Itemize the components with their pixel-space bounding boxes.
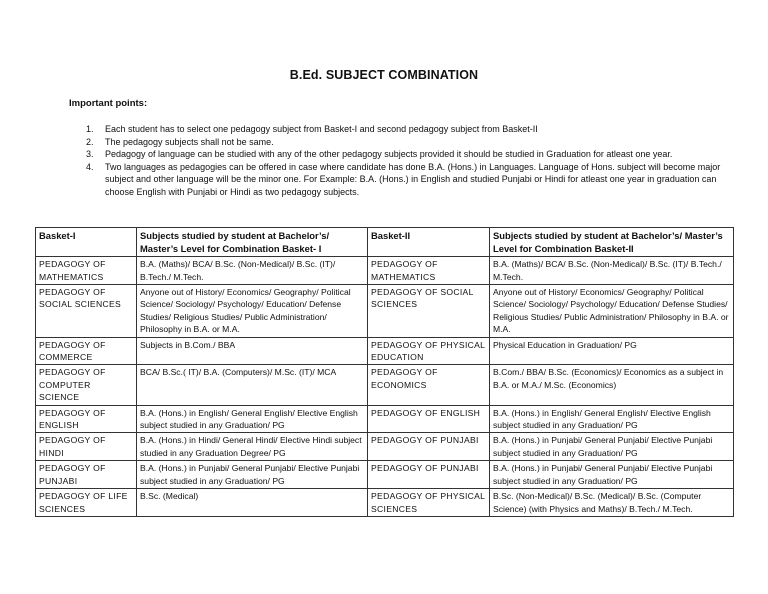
table-row <box>36 285 734 338</box>
basket-2-subjects: B.A. (Hons.) in Punjabi/ General Punjabi/ Elective Punjabi subject studied in any Graduation/ PG <box>490 433 734 461</box>
point-number: 3. <box>86 149 94 159</box>
basket-2-pedagogy: PEDAGOGY OF PHYSICAL EDUCATION <box>368 337 490 365</box>
basket-1-pedagogy: PEDAGOGY OF PUNJABI <box>36 461 137 489</box>
table-row <box>36 433 734 461</box>
basket-2-subjects: B.Sc. (Non-Medical)/ B.Sc. (Medical)/ B.Sc. (Computer Science) (with Physics and Maths)/ B.Tech./ M.Tech. <box>490 489 734 517</box>
column-header-basket-2: Basket-II <box>368 228 490 257</box>
basket-2-pedagogy: PEDAGOGY OF SOCIAL SCIENCES <box>368 285 490 338</box>
column-header-subjects-basket-2: Subjects studied by student at Bachelor’s/ Master’s Level for Combination Basket-II <box>490 228 734 257</box>
subject-combination-table <box>35 227 734 517</box>
basket-1-pedagogy: PEDAGOGY OF LIFE SCIENCES <box>36 489 137 517</box>
basket-1-pedagogy: PEDAGOGY OF ENGLISH <box>36 405 137 433</box>
list-item <box>86 136 726 149</box>
basket-2-pedagogy: PEDAGOGY OF PHYSICAL SCIENCES <box>368 489 490 517</box>
basket-2-pedagogy: PEDAGOGY OF ENGLISH <box>368 405 490 433</box>
basket-1-subjects: B.A. (Hons.) in Punjabi/ General Punjabi/ Elective Punjabi subject studied in any Graduation/ PG <box>137 461 368 489</box>
basket-1-pedagogy: PEDAGOGY OF MATHEMATICS <box>36 257 137 285</box>
basket-1-subjects: B.A. (Hons.) in English/ General English/ Elective English subject studied in any Graduation/ PG <box>137 405 368 433</box>
basket-2-subjects: B.A. (Hons.) in Punjabi/ General Punjabi/ Elective Punjabi subject studied in any Graduation/ PG <box>490 461 734 489</box>
table-row <box>36 461 734 489</box>
point-number: 1. <box>86 124 94 134</box>
basket-1-subjects: BCA/ B.Sc.( IT)/ B.A. (Computers)/ M.Sc. (IT)/ MCA <box>137 365 368 405</box>
point-text: Pedagogy of language can be studied with any of the other pedagogy subjects provided it should be studied in Graduation for atleast one year. <box>105 149 673 159</box>
table-row <box>36 365 734 405</box>
basket-1-pedagogy: PEDAGOGY OF HINDI <box>36 433 137 461</box>
document-title: B.Ed. SUBJECT COMBINATION <box>289 68 479 82</box>
basket-1-pedagogy: PEDAGOGY OF COMPUTER SCIENCE <box>36 365 137 405</box>
basket-2-pedagogy: PEDAGOGY OF PUNJABI <box>368 461 490 489</box>
basket-2-pedagogy: PEDAGOGY OF ECONOMICS <box>368 365 490 405</box>
table-row <box>36 489 734 517</box>
table-row <box>36 257 734 285</box>
basket-2-subjects: Physical Education in Graduation/ PG <box>490 337 734 365</box>
point-number: 4. <box>86 161 94 172</box>
basket-1-pedagogy: PEDAGOGY OF COMMERCE <box>36 337 137 365</box>
basket-2-subjects: B.A. (Maths)/ BCA/ B.Sc. (Non-Medical)/ B.Sc. (IT)/ B.Tech./ M.Tech. <box>490 257 734 285</box>
basket-1-subjects: B.A. (Hons.) in Hindi/ General Hindi/ Elective Hindi subject studied in any Graduation Degree/ PG <box>137 433 368 461</box>
list-item <box>86 123 726 136</box>
table-header-row <box>36 228 734 257</box>
basket-1-subjects: B.Sc. (Medical) <box>137 489 368 517</box>
basket-2-subjects: B.Com./ BBA/ B.Sc. (Economics)/ Economics as a subject in B.A. or M.A./ M.Sc. (Economics) <box>490 365 734 405</box>
table-row <box>36 405 734 433</box>
point-number: 2. <box>86 136 94 147</box>
list-item <box>86 148 726 161</box>
list-item <box>86 161 726 199</box>
basket-1-subjects: Subjects in B.Com./ BBA <box>137 337 368 365</box>
basket-2-pedagogy: PEDAGOGY OF PUNJABI <box>368 433 490 461</box>
basket-1-subjects: Anyone out of History/ Economics/ Geography/ Political Science/ Sociology/ Psychology/ Education/ Defense Studies/ Religious Studies/ Public Administration/ Philosophy in B.A. or M.A. <box>137 285 368 338</box>
point-text: The pedagogy subjects shall not be same. <box>105 136 274 147</box>
basket-2-subjects: Anyone out of History/ Economics/ Geography/ Political Science/ Sociology/ Psychology/ Education/ Defense Studies/ Religious Studies/ Public Administration/ Philosophy in B.A. or M.A. <box>490 285 734 338</box>
important-points-list <box>86 123 726 198</box>
point-text: Two languages as pedagogies can be offered in case where candidate has done B.A. (Hons.) in Languages. Language of Hons. subject will become major subject and other language will be the minor one. For Example: B.A. (Hons.) in English and studied Punjabi or Hindi for atleast one year in graduation can choose English with Punjabi or Hindi as two pedagogy subjects. <box>105 161 721 197</box>
point-text: Each student has to select one pedagogy subject from Basket-I and second pedagogy subject from Basket-II <box>105 124 538 134</box>
column-header-basket-1: Basket-I <box>36 228 137 257</box>
important-points-heading: Important points: <box>69 98 148 109</box>
column-header-subjects-basket-1: Subjects studied by student at Bachelor’s/ Master’s Level for Combination Basket- I <box>137 228 368 257</box>
basket-2-pedagogy: PEDAGOGY OF MATHEMATICS <box>368 257 490 285</box>
basket-1-subjects: B.A. (Maths)/ BCA/ B.Sc. (Non-Medical)/ B.Sc. (IT)/ B.Tech./ M.Tech. <box>137 257 368 285</box>
basket-2-subjects: B.A. (Hons.) in English/ General English/ Elective English subject studied in any Graduation/ PG <box>490 405 734 433</box>
table-row <box>36 337 734 365</box>
basket-1-pedagogy: PEDAGOGY OF SOCIAL SCIENCES <box>36 285 137 338</box>
